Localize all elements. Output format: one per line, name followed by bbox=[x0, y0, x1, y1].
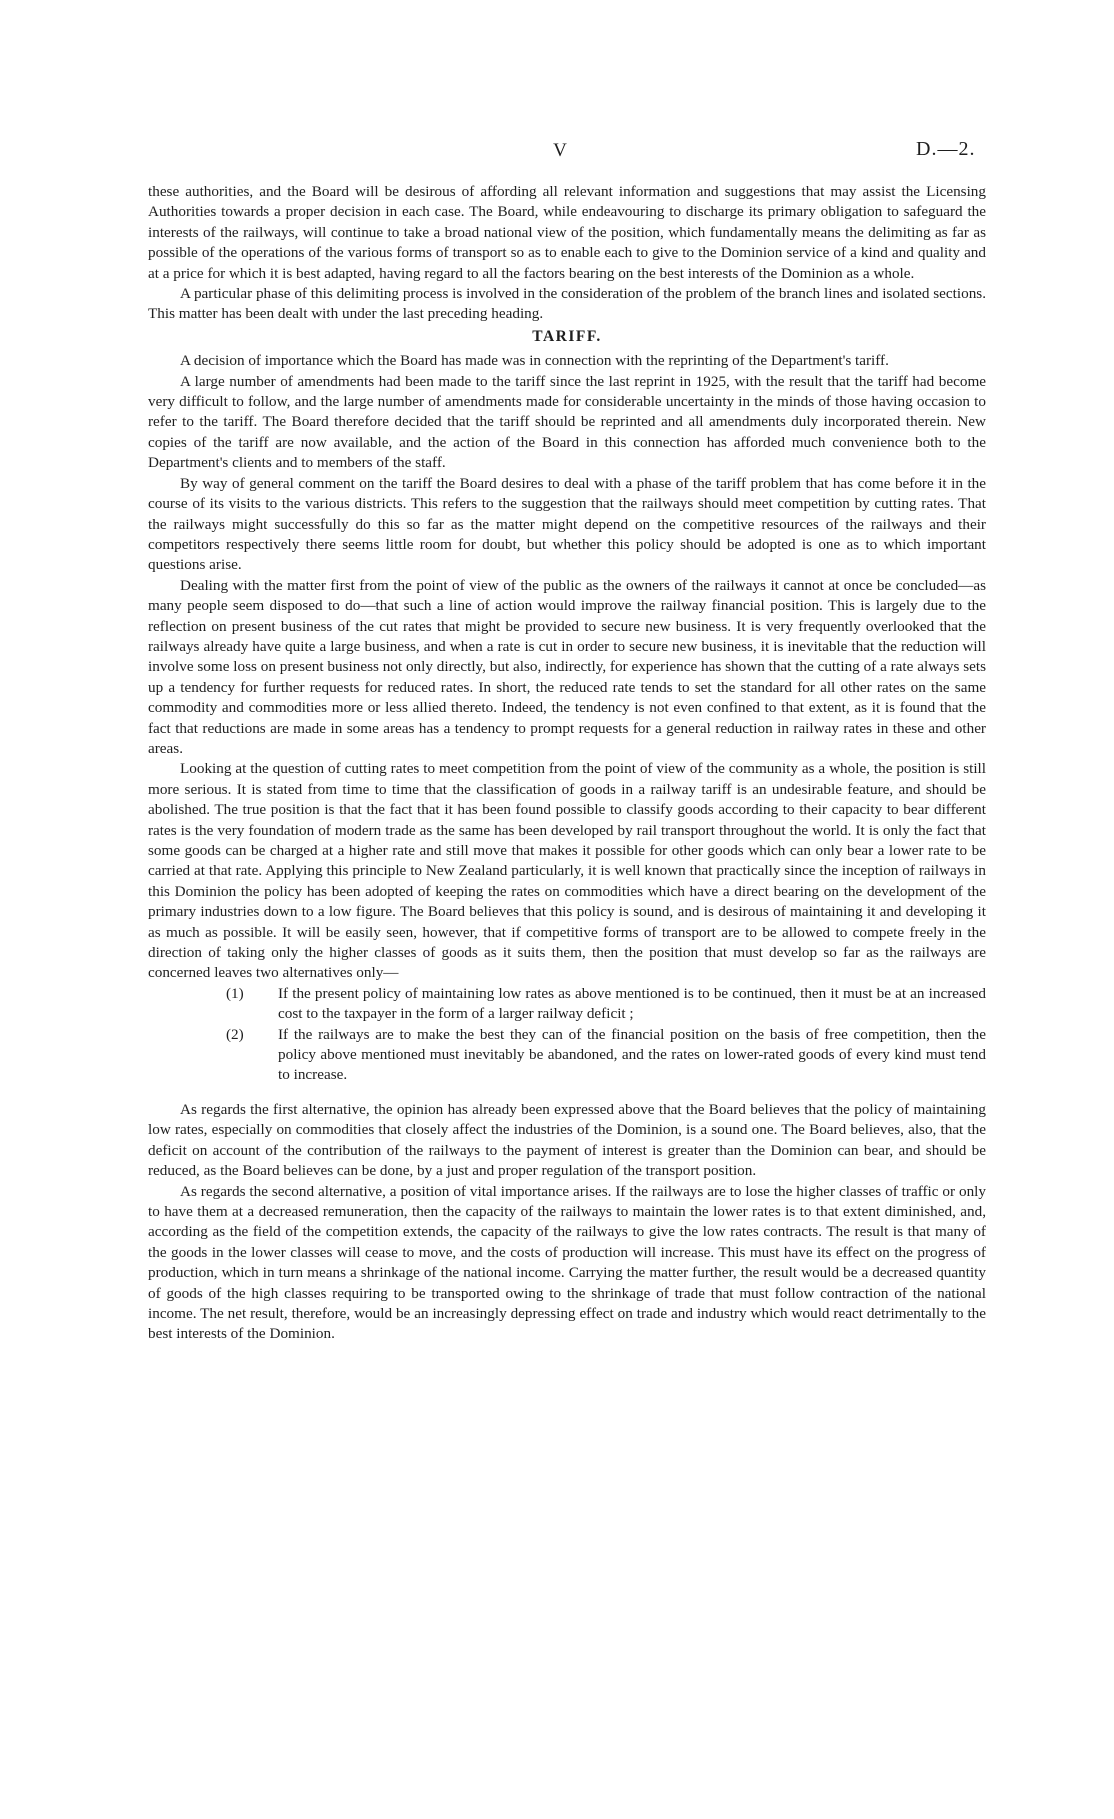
list-text: If the railways are to make the best they can of the financial position on the basis of free competition, then the policy above mentioned must inevitably be abandoned, and the rates on lower-rated goods of every kind must tend to increase. bbox=[278, 1025, 986, 1084]
paragraph: these authorities, and the Board will be desirous of affording all relevant information and suggestions that may assist the Licensing Authorities towards a proper decision in each case. The Board, while endeavouring to discharge its primary obligation to safeguard the interests of the railways, will continue to take a broad national view of the position, which fundamentally means the delimiting as far as possible of the operations of the various forms of transport so as to enable each to give to the Dominion service of a kind and quality and at a price for which it is best adapted, having regard to all the factors bearing on the best interests of the Dominion as a whole. bbox=[148, 183, 986, 282]
paragraph: A particular phase of this delimiting process is involved in the consideration of the problem of the branch lines and isolated sections. This matter has been dealt with under the last preceding heading. bbox=[148, 285, 986, 323]
document-reference: D.—2. bbox=[916, 138, 976, 160]
section-heading-tariff: TARIFF. bbox=[532, 327, 602, 345]
paragraph: A large number of amendments had been made to the tariff since the last reprint in 1925, with the result that the tariff had become very difficult to follow, and the large number of amendments made for considerable uncertainty in the minds of those having occasion to refer to the tariff. The Board therefore decided that the tariff should be reprinted and all amendments duly incorporated therein. New copies of the tariff are now available, and the action of the Board in this connection has afforded much convenience both to the Department's clients and to members of the staff. bbox=[148, 372, 986, 472]
list-text: If the present policy of maintaining low rates as above mentioned is to be continued, then it must be at an increased cost to the taxpayer in the form of a larger railway deficit ; bbox=[278, 984, 986, 1023]
paragraph: A decision of importance which the Board has made was in connection with the reprinting of the Department's tariff. bbox=[180, 352, 889, 370]
alternatives-list bbox=[148, 984, 986, 1086]
list-item bbox=[148, 984, 986, 1025]
page-number: V bbox=[553, 140, 567, 161]
paragraph: Dealing with the matter first from the point of view of the public as the owners of the railways it cannot at once be concluded—as many people seem disposed to do—that such a line of action would improve the railway financial position. This is largely due to the reflection on present business of the cut rates that might be provided to secure new business. It is very frequently overlooked that the railways already have quite a large business, and when a rate is cut in order to secure new business, it is inevitable that the reduction will involve some loss on present business not only directly, but also, indirectly, for experience has shown that the cutting of a rate always sets up a tendency for further requests for reduced rates. In short, the reduced rate tends to set the standard for all other rates on the same commodity and commodities more or less allied thereto. Indeed, the tendency is not even confined to that extent, as it is found that the fact that reductions are made in some areas has a tendency to prompt requests for a general reduction in railway rates in these and other areas. bbox=[148, 576, 986, 757]
paragraph: By way of general comment on the tariff the Board desires to deal with a phase of the tariff problem that has come before it in the course of its visits to the various districts. This refers to the suggestion that the railways should meet competition by cutting rates. That the railways might successfully do this so far as the matter might depend on the competitive resources of the railways and their competitors respectively there seems little room for doubt, but whether this policy should be adopted is one as to which important questions arise. bbox=[148, 474, 986, 574]
list-number: (2) bbox=[226, 1025, 244, 1043]
paragraph: As regards the second alternative, a position of vital importance arises. If the railways are to lose the higher classes of traffic or only to have them at a decreased remuneration, then the capacity of the railways to maintain the lower rates is to that extent diminished, and, according as the field of the competition extends, the capacity of the railways to give the low rates contracts. The result is that many of the goods in the lower classes will cease to move, and the costs of production will increase. This must have its effect on the progress of production, which in turn means a shrinkage of the national income. Carrying the matter further, the result would be a decreased quantity of goods of the high classes requiring to be transported owing to the shrinkage of trade that must follow contraction of the national income. The net result, therefore, would be an increasingly depressing effect on trade and industry which would react detrimentally to the best interests of the Dominion. bbox=[148, 1182, 986, 1343]
list-item bbox=[148, 1025, 986, 1086]
list-number: (1) bbox=[226, 984, 244, 1002]
paragraph: Looking at the question of cutting rates to meet competition from the point of view of the community as a whole, the position is still more serious. It is stated from time to time that the classification of goods in a railway tariff is an undesirable feature, and should be abolished. The true position is that the fact that it has been found possible to classify goods according to their capacity to bear different rates is the very foundation of modern trade as the same has been developed by rail transport throughout the world. It is only the fact that some goods can be charged at a higher rate and still move that makes it possible for other goods which can only bear a lower rate to be carried at that rate. Applying this principle to New Zealand particularly, it is well known that practically since the inception of railways in this Dominion the policy has been adopted of keeping the rates on commodities which have a direct bearing on the development of the primary industries down to a low figure. The Board believes that this policy is sound, and is desirous of maintaining it and developing it as much as possible. It will be easily seen, however, that if competitive forms of transport are to be allowed to compete freely in the direction of taking only the higher classes of goods as it suits them, then the position that must develop so far as the railways are concerned leaves two alternatives only— bbox=[148, 760, 986, 982]
paragraph: As regards the first alternative, the opinion has already been expressed above that the Board believes that the policy of maintaining low rates, especially on commodities that closely affect the industries of the Dominion, is a sound one. The Board believes, also, that the deficit on account of the contribution of the railways to the payment of interest is greater than the Dominion can bear, and should be reduced, as the Board believes can be done, by a just and proper regulation of the transport position. bbox=[148, 1100, 986, 1180]
body-text bbox=[148, 182, 986, 1345]
